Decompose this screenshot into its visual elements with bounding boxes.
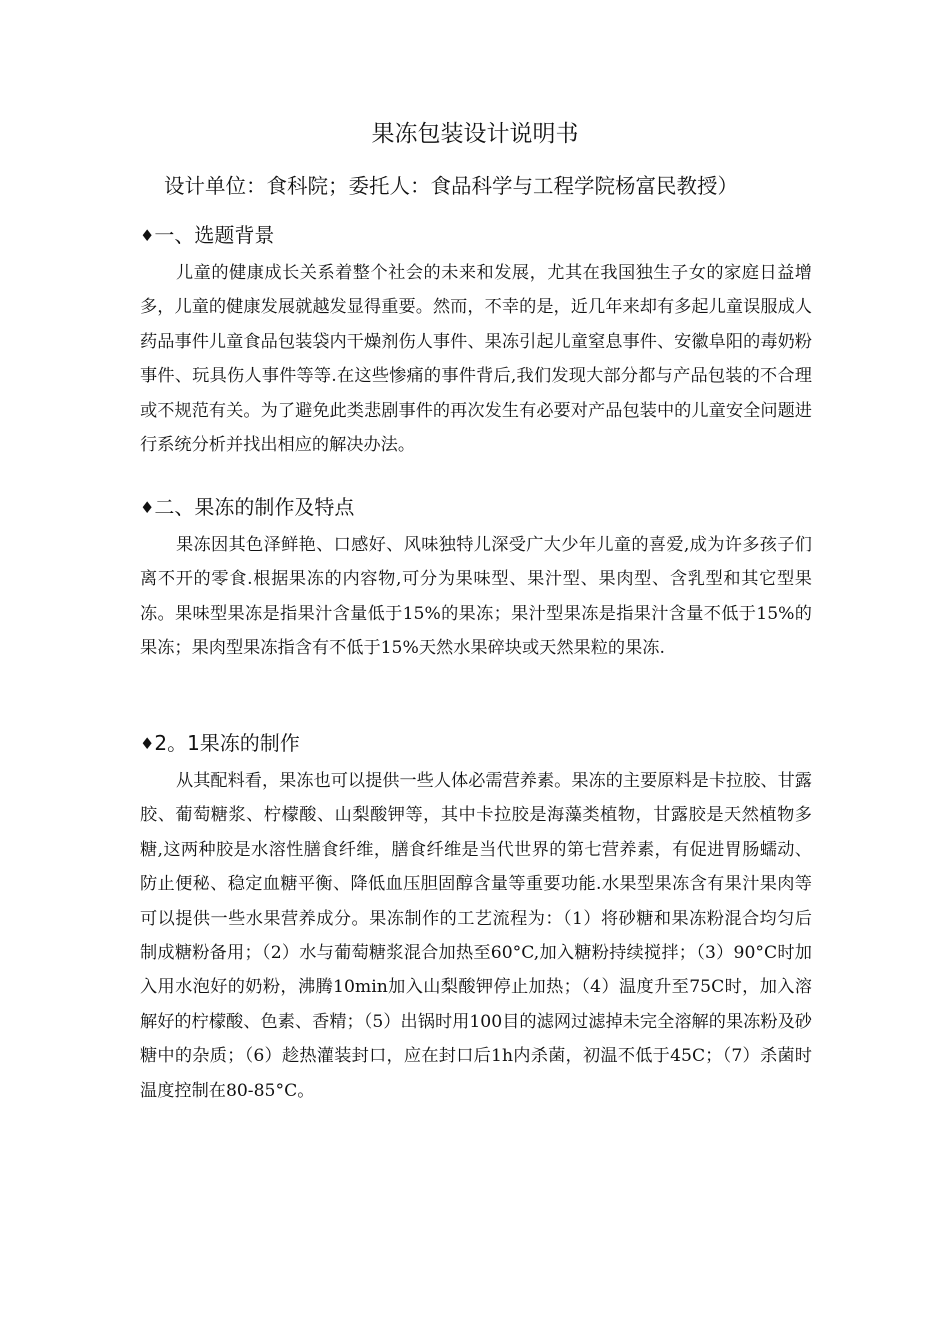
diamond-bullet-icon: ♦ [140,498,155,517]
section-paragraph-background: 儿童的健康成长关系着整个社会的未来和发展，尤其在我国独生子女的家庭日益增多，儿童的健康发展就越发显得重要。然而，不幸的是，近几年来却有多起儿童误服成人药品事件儿童食品包装袋内干燥剂伤人事件、果冻引起儿童窒息事件、安徽阜阳的毒奶粉事件、玩具伤人事件等等.在这些惨痛的事件背后,我们发现大部分都与产品包装的不合理或不规范有关。为了避免此类悲剧事件的再次发生有必要对产品包装中的儿童安全问题进行系统分析并找出相应的解决办法。 [140,263,812,456]
section-paragraph-production: 果冻因其色泽鲜艳、口感好、风味独特儿深受广大少年儿童的喜爱,成为许多孩子们离不开的零食.根据果冻的内容物,可分为果味型、果汁型、果肉型、含乳型和其它型果冻。果味型果冻是指果汁含量低于15%的果冻；果汁型果冻是指果汁含量不低于15%的果冻；果肉型果冻指含有不低于15%天然水果碎块或天然果粒的果冻. [140,535,812,659]
section-heading-text: 2。1果冻的制作 [154,731,300,755]
section-heading-making [140,726,820,761]
document-title: 果冻包装设计说明书 [371,121,579,147]
section-heading-text: 二、果冻的制作及特点 [154,495,355,519]
section-paragraph-making: 从其配料看，果冻也可以提供一些人体必需营养素。果冻的主要原料是卡拉胶、甘露胶、葡萄糖浆、柠檬酸、山梨酸钾等，其中卡拉胶是海藻类植物，甘露胶是天然植物多糖,这两种胶是水溶性膳食纤维，膳食纤维是当代世界的第七营养素，有促进胃肠蠕动、防止便秘、稳定血糖平衡、降低血压胆固醇含量等重要功能.水果型果冻含有果汁果肉等可以提供一些水果营养成分。果冻制作的工艺流程为：（1）将砂糖和果冻粉混合均匀后制成糖粉备用；（2）水与葡萄糖浆混合加热至60°C,加入糖粉持续搅拌；（3）90°C时加入用水泡好的奶粉，沸腾10min加入山梨酸钾停止加热；（4）温度升至75C时，加入溶解好的柠檬酸、色素、香精；（5）出锅时用100目的滤网过滤掉未完全溶解的果冻粉及砂糖中的杂质；（6）趁热灌装封口，应在封口后1h内杀菌，初温不低于45C；（7）杀菌时温度控制在80-85°C。 [140,771,812,1101]
section-heading-background [140,218,820,253]
section-heading-production [140,490,820,525]
document-subtitle: 设计单位：食科院；委托人：食品科学与工程学院杨富民教授） [164,174,738,198]
diamond-bullet-icon: ♦ [140,226,155,245]
diamond-bullet-icon: ♦ [140,734,155,753]
section-heading-text: 一、选题背景 [154,223,275,247]
